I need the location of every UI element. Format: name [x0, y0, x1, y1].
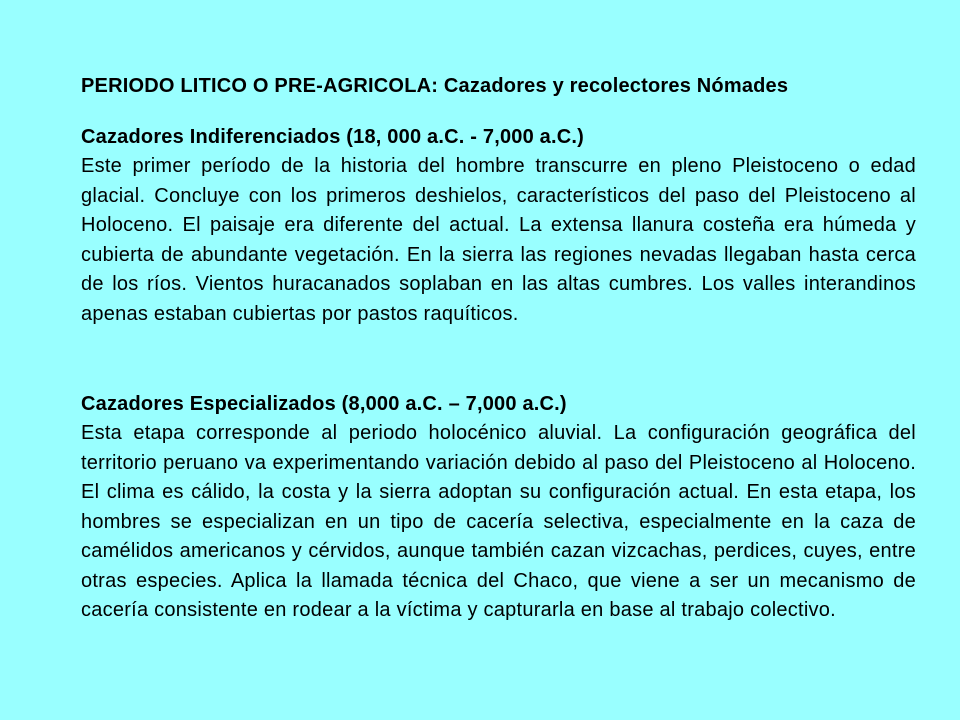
section-heading: Cazadores Indiferenciados (18, 000 a.C. - 7,000 a.C.)	[81, 126, 585, 148]
slide-title: PERIODO LITICO O PRE-AGRICOLA: Cazadores y recolectores Nómades	[81, 75, 789, 97]
section-cazadores-indiferenciados	[81, 123, 916, 329]
section-body: Este primer período de la historia del hombre transcurre en pleno Pleistoceno o edad glacial. Concluye con los primeros deshielos, característicos del paso del Pleistoceno al Holoceno. El paisaje era diferente del actual. La extensa llanura costeña era húmeda y cubierta de abundante vegetación. En la sierra las regiones nevadas llegaban hasta cerca de los ríos. Vientos huracanados soplaban en las altas cumbres. Los valles interandinos apenas estaban cubiertas por pastos raquíticos.	[81, 155, 916, 325]
section-heading: Cazadores Especializados (8,000 a.C. – 7,000 a.C.)	[81, 393, 567, 415]
section-cazadores-especializados	[81, 390, 916, 626]
section-body: Esta etapa corresponde al periodo holocénico aluvial. La configuración geográfica del territorio peruano va experimentando variación debido al paso del Pleistoceno al Holoceno. El clima es cálido, la costa y la sierra adoptan su configuración actual. En esta etapa, los hombres se especializan en un tipo de cacería selectiva, especialmente en la caza de camélidos americanos y cérvidos, aunque también cazan vizcachas, perdices, cuyes, entre otras especies. Aplica la llamada técnica del Chaco, que viene a ser un mecanismo de cacería consistente en rodear a la víctima y capturarla en base al trabajo colectivo.	[81, 422, 916, 621]
